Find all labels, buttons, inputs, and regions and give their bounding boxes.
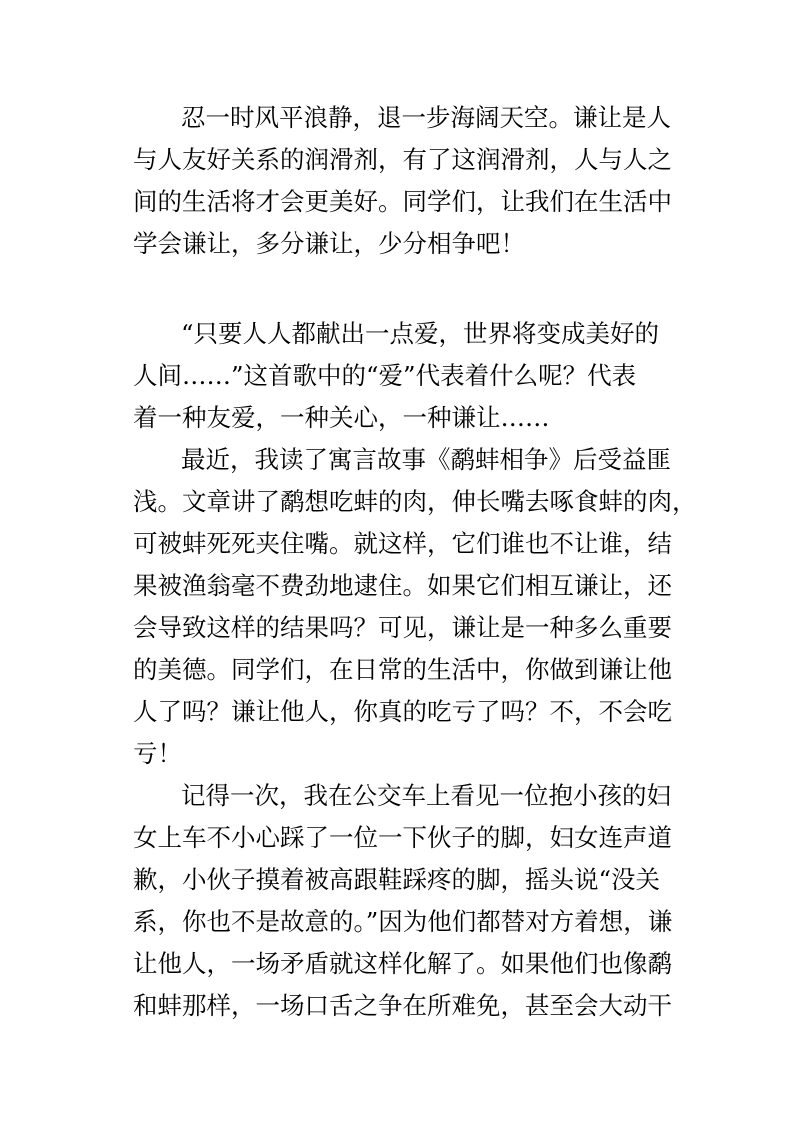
text-line: “只要人人都献出一点爱，世界将变成美好的 — [181, 319, 660, 348]
text-line: 着一种友爱，一种关心，一种谦让…… — [133, 403, 550, 432]
text-line: 会导致这样的结果吗？可见，谦让是一种多么重要 — [133, 613, 672, 642]
text-line: 学会谦让，多分谦让，少分相争吧！ — [133, 229, 525, 258]
text-line: 浅。文章讲了鹬想吃蚌的肉，伸长嘴去啄食蚌的肉， — [133, 487, 697, 516]
text-line: 人间……”这首歌中的“爱”代表着什么呢？代表 — [133, 361, 637, 390]
text-line: 女上车不小心踩了一位一下伙子的脚，妇女连声道 — [133, 823, 672, 852]
text-line: 与人友好关系的润滑剂，有了这润滑剂，人与人之 — [133, 145, 672, 174]
text-line: 最近，我读了寓言故事《鹬蚌相争》后受益匪 — [181, 445, 671, 474]
text-line: 人了吗？谦让他人，你真的吃亏了吗？不，不会吃 — [133, 697, 672, 726]
text-line: 歉，小伙子摸着被高跟鞋踩疼的脚，摇头说“没关 — [133, 865, 661, 894]
text-line: 系，你也不是故意的。”因为他们都替对方着想，谦 — [133, 907, 673, 936]
text-line: 忍一时风平浪静，退一步海阔天空。谦让是人 — [181, 103, 671, 132]
text-line: 果被渔翁毫不费劲地逮住。如果它们相互谦让，还 — [133, 571, 672, 600]
text-line: 可被蚌死死夹住嘴。就这样，它们谁也不让谁，结 — [133, 529, 672, 558]
text-line: 让他人，一场矛盾就这样化解了。如果他们也像鹬 — [133, 949, 672, 978]
text-line: 间的生活将才会更美好。同学们，让我们在生活中 — [133, 187, 672, 216]
text-line: 的美德。同学们，在日常的生活中，你做到谦让他 — [133, 655, 672, 684]
text-line: 和蚌那样，一场口舌之争在所难免，甚至会大动干 — [133, 991, 672, 1020]
text-line: 亏！ — [133, 739, 182, 768]
text-line: 记得一次，我在公交车上看见一位抱小孩的妇 — [181, 781, 671, 810]
